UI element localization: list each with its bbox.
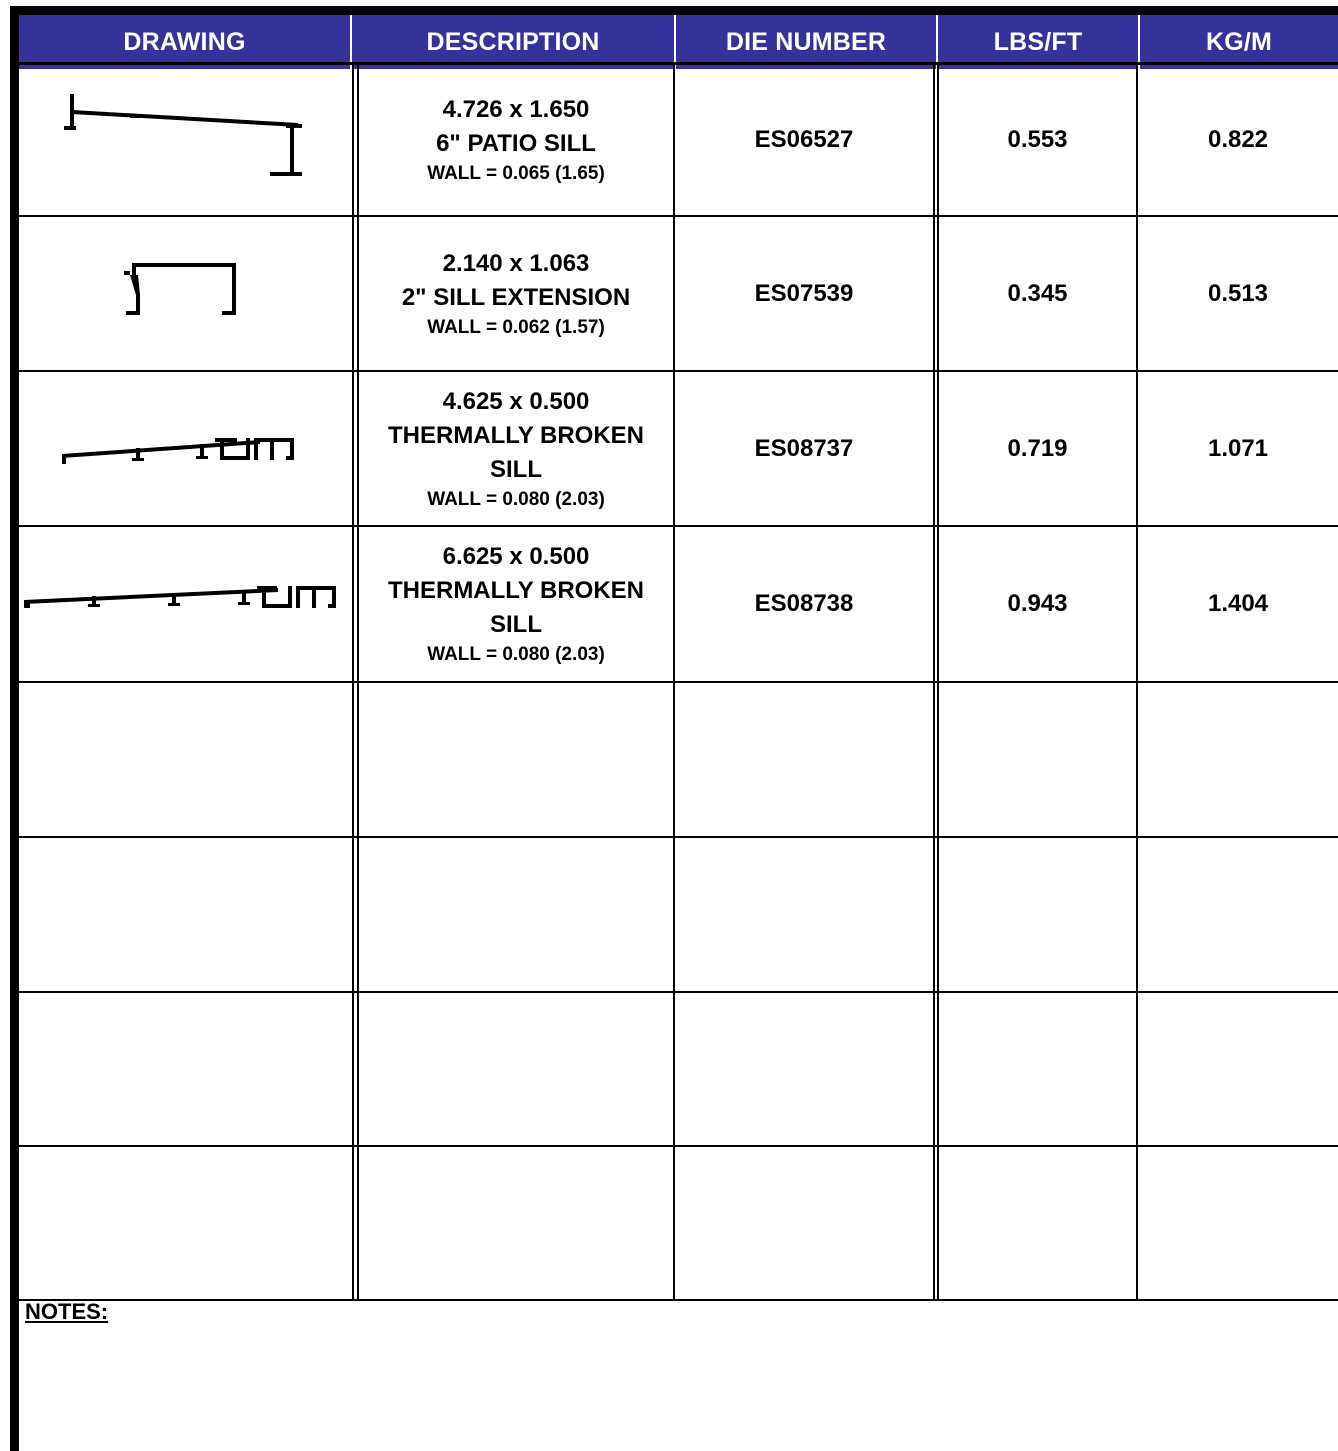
wall-thickness: WALL = 0.062 (1.57)	[427, 316, 605, 338]
kg-m-cell: 0.822	[1207, 126, 1269, 153]
header-separator	[1138, 15, 1140, 69]
grid-hline	[19, 1299, 1338, 1301]
thermally-broken-sill-profile-icon	[60, 432, 310, 468]
frame-left-border	[10, 6, 19, 1451]
lbs-ft-cell: 0.345	[1007, 279, 1068, 307]
profile-dimensions: 4.726 x 1.650	[442, 96, 590, 123]
description-cell	[359, 372, 673, 525]
lbs-ft-cell: 0.943	[1007, 590, 1068, 617]
profile-name: 6" PATIO SILL	[436, 130, 596, 157]
sill-extension-profile-icon	[122, 261, 242, 321]
header-separator	[936, 15, 938, 69]
header-lbs-ft: LBS/FT	[938, 15, 1138, 69]
profile-name: 2" SILL EXTENSION	[401, 283, 631, 311]
profile-dimensions: 6.625 x 0.500	[442, 543, 590, 570]
wall-thickness: WALL = 0.080 (2.03)	[427, 644, 605, 665]
grid-hline	[19, 991, 1338, 993]
kg-m-cell: 1.071	[1207, 434, 1269, 462]
die-number-cell: ES07539	[754, 279, 854, 307]
grid-hline	[19, 1145, 1338, 1147]
description-cell	[359, 65, 673, 215]
notes-label: NOTES:	[25, 1299, 109, 1324]
kg-m-cell: 1.404	[1207, 590, 1269, 617]
header-drawing: DRAWING	[19, 15, 350, 69]
grid-hline	[19, 681, 1338, 683]
lbs-ft-cell: 0.719	[1007, 434, 1068, 462]
header-description: DESCRIPTION	[352, 15, 674, 69]
grid-hline	[19, 836, 1338, 838]
frame-top-border	[10, 6, 1338, 15]
profile-name: THERMALLY BROKEN	[387, 421, 645, 449]
die-number-cell: ES08738	[754, 590, 854, 617]
kg-m-cell: 0.513	[1207, 279, 1269, 307]
patio-sill-profile-icon	[60, 94, 310, 184]
header-die-number: DIE NUMBER	[676, 15, 936, 69]
thermally-broken-sill-wide-profile-icon	[22, 582, 342, 614]
profile-name-continued: SILL	[490, 455, 542, 483]
profile-dimensions: 4.625 x 0.500	[442, 387, 590, 415]
wall-thickness: WALL = 0.080 (2.03)	[427, 488, 605, 510]
header-separator	[674, 15, 676, 69]
lbs-ft-cell: 0.553	[1007, 126, 1068, 153]
die-number-cell: ES08737	[754, 434, 854, 462]
profile-name-continued: SILL	[490, 611, 542, 638]
header-kg-m: KG/M	[1140, 15, 1338, 69]
description-cell	[359, 217, 673, 370]
profile-sheet	[10, 6, 1338, 1451]
wall-thickness: WALL = 0.065 (1.65)	[427, 163, 605, 184]
die-number-cell: ES06527	[754, 126, 854, 153]
header-separator	[350, 15, 352, 69]
profile-name: THERMALLY BROKEN	[387, 577, 645, 604]
profile-dimensions: 2.140 x 1.063	[442, 249, 590, 277]
description-cell	[359, 527, 673, 681]
